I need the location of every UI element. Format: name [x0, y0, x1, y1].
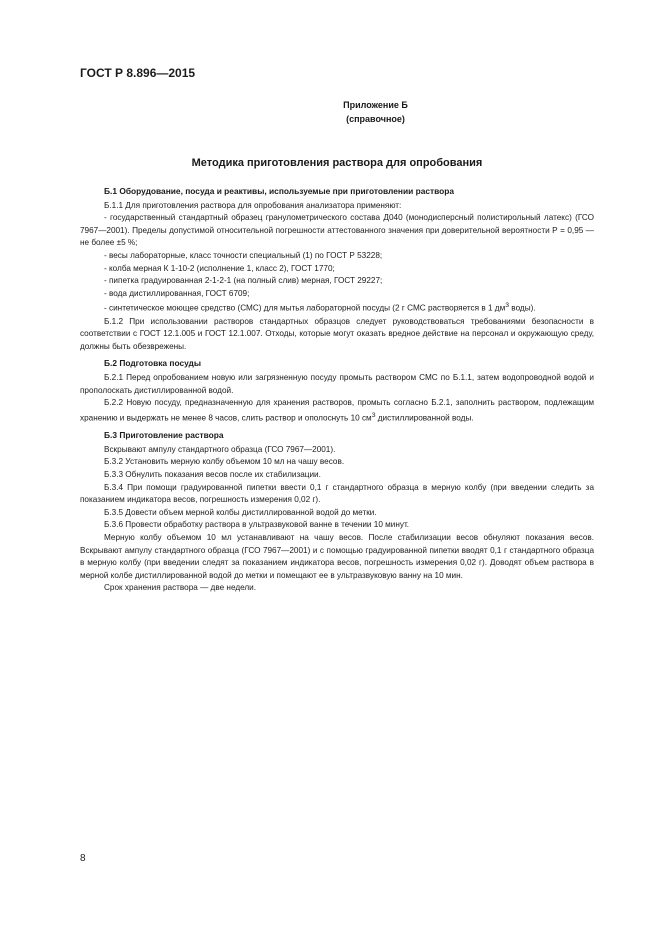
- section-b1: [80, 185, 594, 353]
- superscript: 3: [505, 302, 510, 310]
- document-title: Методика приготовления раствора для опробования: [191, 157, 483, 169]
- section-b2: [80, 357, 594, 425]
- paragraph-b2-2: [80, 397, 594, 425]
- superscript: 3: [371, 411, 376, 419]
- annex-type: (справочное): [346, 114, 405, 124]
- step-item: Б.3.6 Провести обработку раствора в ультразвуковой ванне в течении 10 минут.: [104, 520, 410, 530]
- list-item: [80, 300, 594, 315]
- list-item: - государственный стандартный образец гранулометрического состава Д040 (монодисперсный полистирольный латекс) (ГСО 7967—2001). Пределы допустимой относительной погрешности аттестованного значения при доверительной вероятности Р = 0,95 — не более ±5 %;: [80, 213, 594, 248]
- list-item: - пипетка градуированная 2-1-2-1 (на полный слив) мерная, ГОСТ 29227;: [104, 276, 383, 286]
- annex-title: Приложение Б: [343, 100, 408, 110]
- section-b2-heading: Б.2 Подготовка посуды: [104, 358, 202, 369]
- paragraph-b3-0: Вскрывают ампулу стандартного образца (ГСО 7967—2001).: [104, 444, 336, 454]
- document-id: ГОСТ Р 8.896—2015: [80, 66, 196, 80]
- list-item: - вода дистиллированная, ГОСТ 6709;: [104, 288, 250, 298]
- sms-text: - синтетическое моющее средство (СМС) для мытья лабораторной посуды (2 г СМС растворяется в 1 дм: [104, 304, 506, 314]
- step-item: Б.3.3 Обнулить показания весов после их стабилизации.: [104, 469, 321, 479]
- paragraph-storage: Срок хранения раствора — две недели.: [104, 583, 257, 593]
- b2-2-text-end: дистиллированной воды.: [375, 413, 474, 423]
- step-item: Б.3.4 При помощи градуированной пипетки ввести 0,1 г стандартного образца в мерную колбу (при введении следить за показанием индикатора весов, погрешность измерения 0,02 г).: [80, 482, 594, 505]
- list-item: - весы лабораторные, класс точности специальный (1) по ГОСТ Р 53228;: [104, 250, 383, 260]
- list-item: - колба мерная К 1-10-2 (исполнение 1, класс 2), ГОСТ 1770;: [104, 263, 335, 273]
- page-number: 8: [80, 853, 86, 864]
- paragraph-b2-1: Б.2.1 Перед опробованием новую или загрязненную посуду промыть раствором СМС по Б.1.1, затем водопроводной водой и прополоскать дистиллированной водой.: [80, 373, 594, 395]
- paragraph-b1-2: Б.1.2 При использовании растворов стандартных образцов следует руководствоваться требованиями безопасности в соответствии с ГОСТ 12.1.005 и ГОСТ 12.1.007. Отходы, которые могут оказать вредное действие на персонал и окружающую среду, должны быть обезврежены.: [80, 316, 594, 351]
- document-body: [80, 185, 594, 595]
- section-b3: [80, 429, 594, 595]
- b2-2-text: Б.2.2 Новую посуду, предназначенную для хранения растворов, промыть согласно Б.2.1, заполнить раствором, подлежащим хранению и выдержать не менее 8 часов, слить раствор и ополоснуть 10 см: [80, 398, 594, 423]
- paragraph-summary: Мерную колбу объемом 10 мл устанавливают на чашу весов. После стабилизации весов обнуляют показания весов. Вскрывают ампулу стандартного образца (ГСО 7967—2001) и с помощью градуированной пипетки вводят 0,1 г стандартного образца в мерную колбу (при введении следят за показанием индикатора весов, погрешность измерения 0,02 г). Доводят объем раствора в мерной колбе дистиллированной водой до метки и помещают ее в ультразвуковую ванну на 10 мин.: [80, 532, 594, 580]
- section-b3-heading: Б.3 Приготовление раствора: [104, 430, 224, 441]
- step-item: Б.3.5 Довести объем мерной колбы дистиллированной водой до метки.: [104, 507, 377, 517]
- step-item: Б.3.2 Установить мерную колбу объемом 10 мл на чашу весов.: [104, 457, 345, 467]
- annex-block: [0, 98, 661, 126]
- sms-text-end: воды).: [509, 304, 536, 314]
- section-b1-heading: Б.1 Оборудование, посуда и реактивы, используемые при приготовлении раствора: [104, 186, 455, 196]
- paragraph-b1-1: Б.1.1 Для приготовления раствора для опробования анализатора применяют:: [104, 200, 402, 210]
